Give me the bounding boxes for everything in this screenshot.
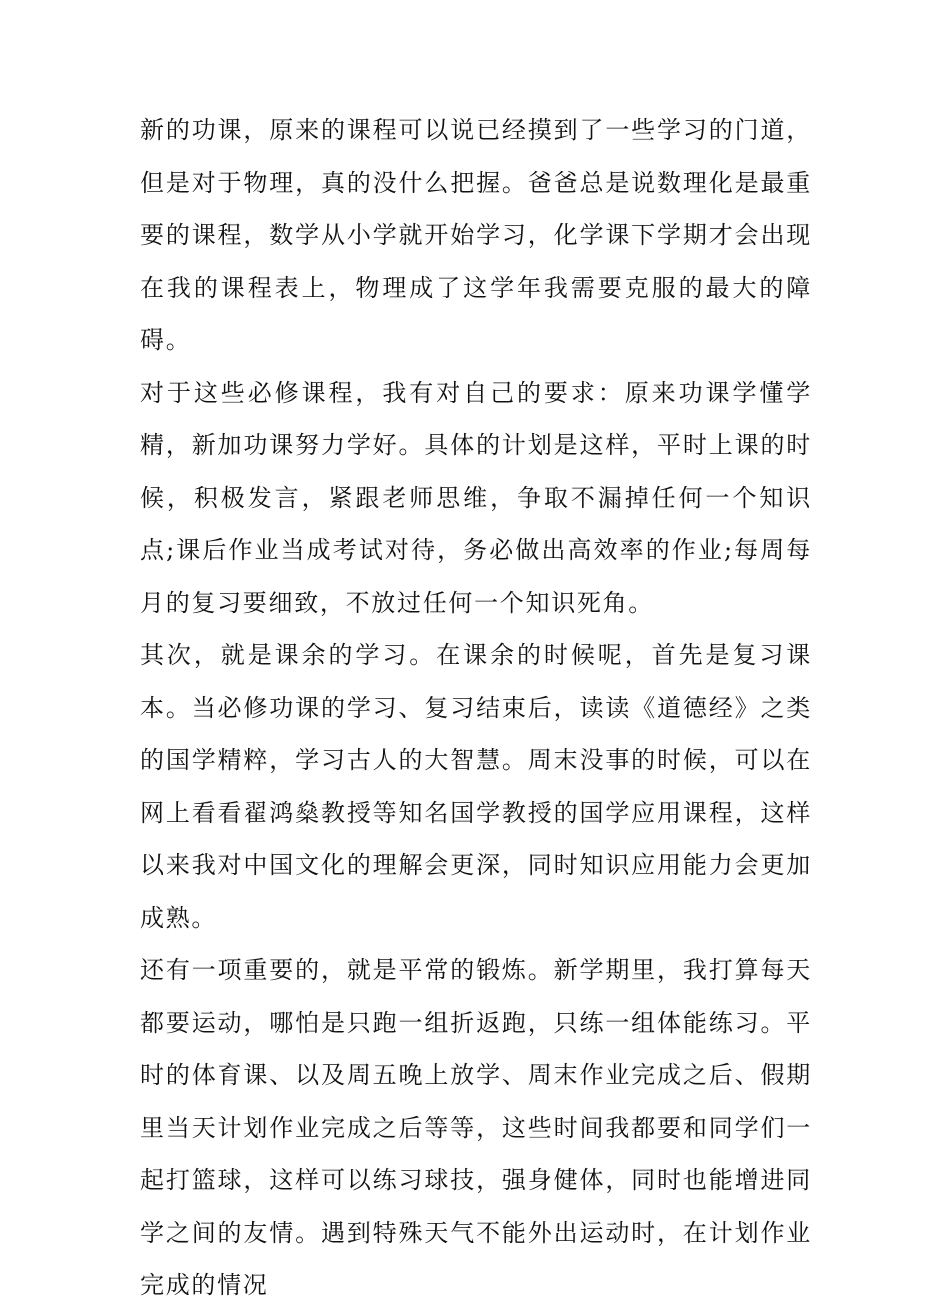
body-text	[140, 104, 812, 1312]
paragraph-exercise-plan: 还有一项重要的，就是平常的锻炼。新学期里，我打算每天都要运动，哪怕是只跑一组折返跑，只练一组体能练习。平时的体育课、以及周五晚上放学、周末作业完成之后、假期里当天计划作业完成之后等等，这些时间我都要和同学们一起打篮球，这样可以练习球技，强身健体，同时也能增进同学之间的友情。遇到特殊天气不能外出运动时，在计划作业完成的情况	[140, 956, 812, 1299]
paragraph-required-course-plan: 对于这些必修课程，我有对自己的要求：原来功课学懂学精，新加功课努力学好。具体的计划是这样，平时上课的时候，积极发言，紧跟老师思维，争取不漏掉任何一个知识点;课后作业当成考试对待，务必做出高效率的作业;每周每月的复习要细致，不放过任何一个知识死角。	[140, 378, 812, 617]
paragraph-extracurricular-study: 其次，就是课余的学习。在课余的时候呢，首先是复习课本。当必修功课的学习、复习结束后，读读《道德经》之类的国学精粹，学习古人的大智慧。周末没事的时候，可以在网上看看翟鸿燊教授等知名国学教授的国学应用课程，这样以来我对中国文化的理解会更深，同时知识应用能力会更加成熟。	[140, 641, 812, 932]
paragraph-physics-course: 新的功课，原来的课程可以说已经摸到了一些学习的门道，但是对于物理，真的没什么把握。爸爸总是说数理化是最重要的课程，数学从小学就开始学习，化学课下学期才会出现在我的课程表上，物理成了这学年我需要克服的最大的障碍。	[140, 116, 812, 354]
